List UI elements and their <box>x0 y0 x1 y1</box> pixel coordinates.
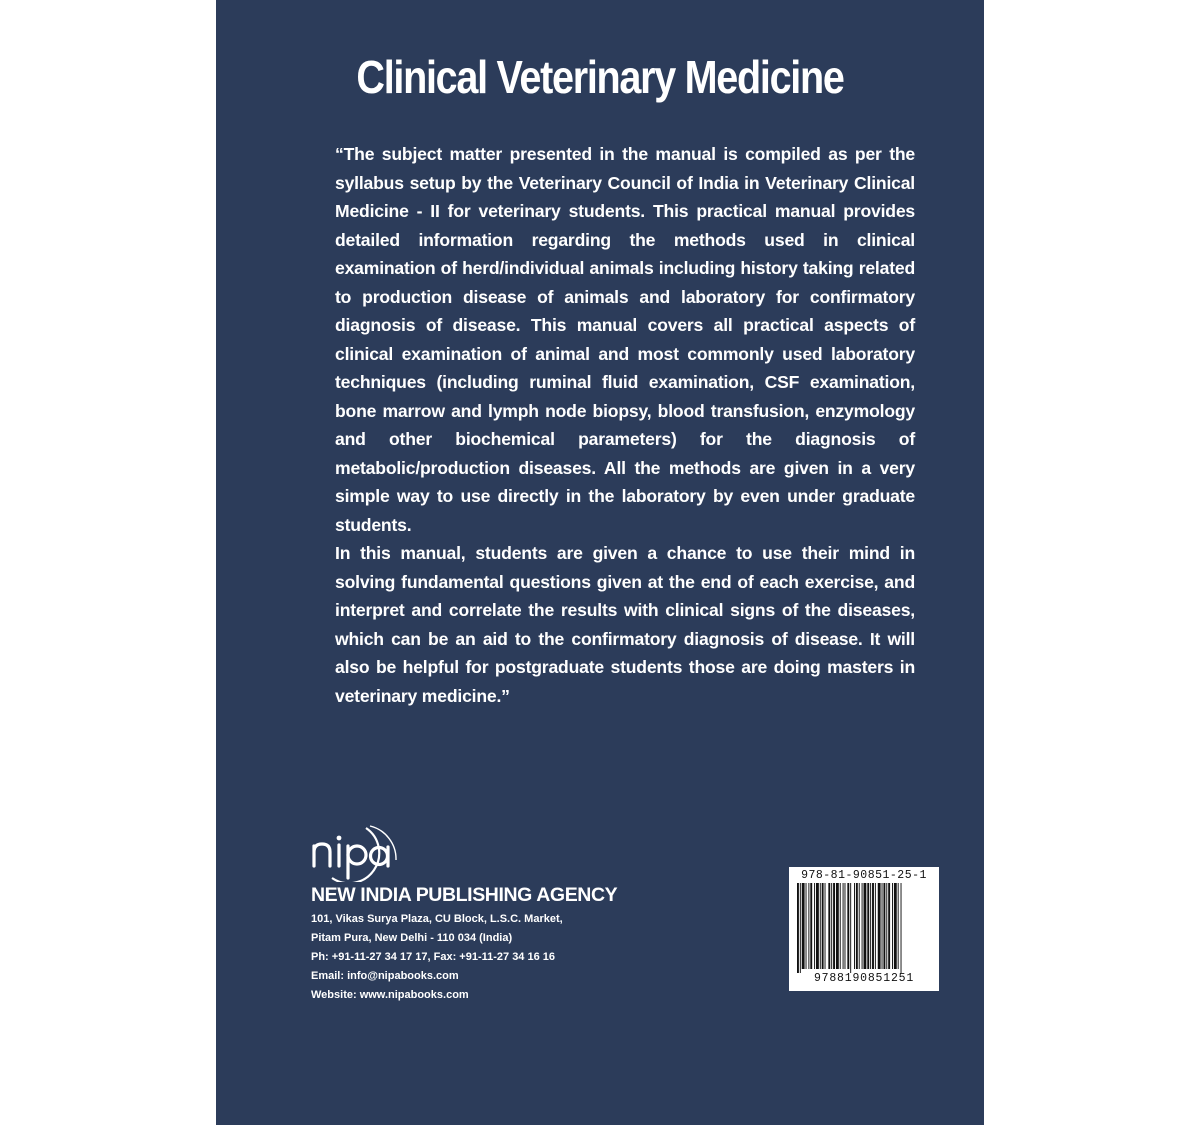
barcode-bar <box>808 883 809 969</box>
barcode-bar <box>797 883 799 973</box>
barcode-bar <box>810 883 812 969</box>
publisher-details <box>311 910 563 1005</box>
barcode-bar <box>828 883 830 969</box>
barcode-bar <box>802 883 805 969</box>
publisher-address-line-1: 101, Vikas Surya Plaza, CU Block, L.S.C. Market, <box>311 913 563 925</box>
publisher-address-line-2: Pitam Pura, New Delhi - 110 034 (India) <box>311 932 513 944</box>
barcode-bar <box>820 883 821 969</box>
barcode-bar <box>898 883 899 969</box>
barcode-bar <box>859 883 860 969</box>
barcode-bar <box>888 883 890 969</box>
barcode-bar <box>836 883 839 969</box>
barcode-bar <box>806 883 807 969</box>
nipa-logo-icon <box>308 820 398 882</box>
book-description <box>335 140 915 710</box>
barcode-bar <box>816 883 819 969</box>
isbn-barcode <box>789 867 939 991</box>
barcode-bar <box>847 883 849 969</box>
barcode-bar <box>864 883 867 969</box>
barcode-bar <box>878 883 881 969</box>
barcode-bar <box>831 883 832 969</box>
publisher-name: NEW INDIA PUBLISHING AGENCY <box>311 884 618 906</box>
barcode-bar <box>901 883 902 973</box>
barcode-bar <box>850 883 851 973</box>
barcode-bar <box>886 883 887 969</box>
description-paragraph-2: In this manual, students are given a chance to use their mind in solving fundamental questions given at the end of each exercise, and interpret and correlate the results with clinical signs of the diseases, which can be an aid to the confirmatory diagnosis of disease. It will also be helpful for postgraduate students those are doing masters in veterinary medicine.” <box>335 543 915 706</box>
barcode-bar <box>845 883 846 969</box>
description-paragraph-1: “The subject matter presented in the manual is compiled as per the syllabus setup by the Veterinary Council of India in Veterinary Clinical Medicine - II for veterinary students. This practical manual provides detailed information regarding the methods used in clinical examination of herd/individual animals including history taking related to production disease of animals and laboratory for confirmatory diagnosis of disease. This manual covers all practical aspects of clinical examination of animal and most commonly used laboratory techniques (including ruminal fluid examination, CSF examination, bone marrow and lymph node biopsy, blood transfusion, enzymology and other biochemical parameters) for the diagnosis of metabolic/production diseases. All the methods are given in a very simple way to use directly in the laboratory by even under graduate students. <box>335 144 915 535</box>
barcode-bar <box>867 883 869 969</box>
barcode-bar <box>800 883 801 973</box>
barcode-bar <box>862 883 863 969</box>
book-title: Clinical Veterinary Medicine <box>356 51 844 103</box>
barcode-bar <box>870 883 871 969</box>
barcode-bar <box>840 883 841 969</box>
barcode-bar <box>822 883 824 969</box>
book-back-cover <box>216 0 984 1125</box>
barcode-digits: 9788190851251 <box>813 972 915 985</box>
barcode-bar <box>883 883 885 969</box>
barcode-bar <box>882 883 883 969</box>
barcode-bar <box>856 883 858 969</box>
publisher-email: Email: info@nipabooks.com <box>311 970 459 982</box>
barcode-bar <box>814 883 815 969</box>
barcode-bars <box>795 883 933 973</box>
barcode-bar <box>875 883 876 969</box>
barcode-bar <box>854 883 855 969</box>
publisher-website: Website: www.nipabooks.com <box>311 989 469 1001</box>
barcode-bar <box>872 883 874 969</box>
barcode-bar <box>843 883 844 969</box>
barcode-bar <box>833 883 835 969</box>
isbn-number: 978-81-90851-25-1 <box>801 869 927 882</box>
publisher-phone: Ph: +91-11-27 34 17 17, Fax: +91-11-27 34 16 16 <box>311 951 556 963</box>
barcode-bar <box>894 883 897 969</box>
barcode-bar <box>892 883 893 969</box>
barcode-bar <box>825 883 826 969</box>
